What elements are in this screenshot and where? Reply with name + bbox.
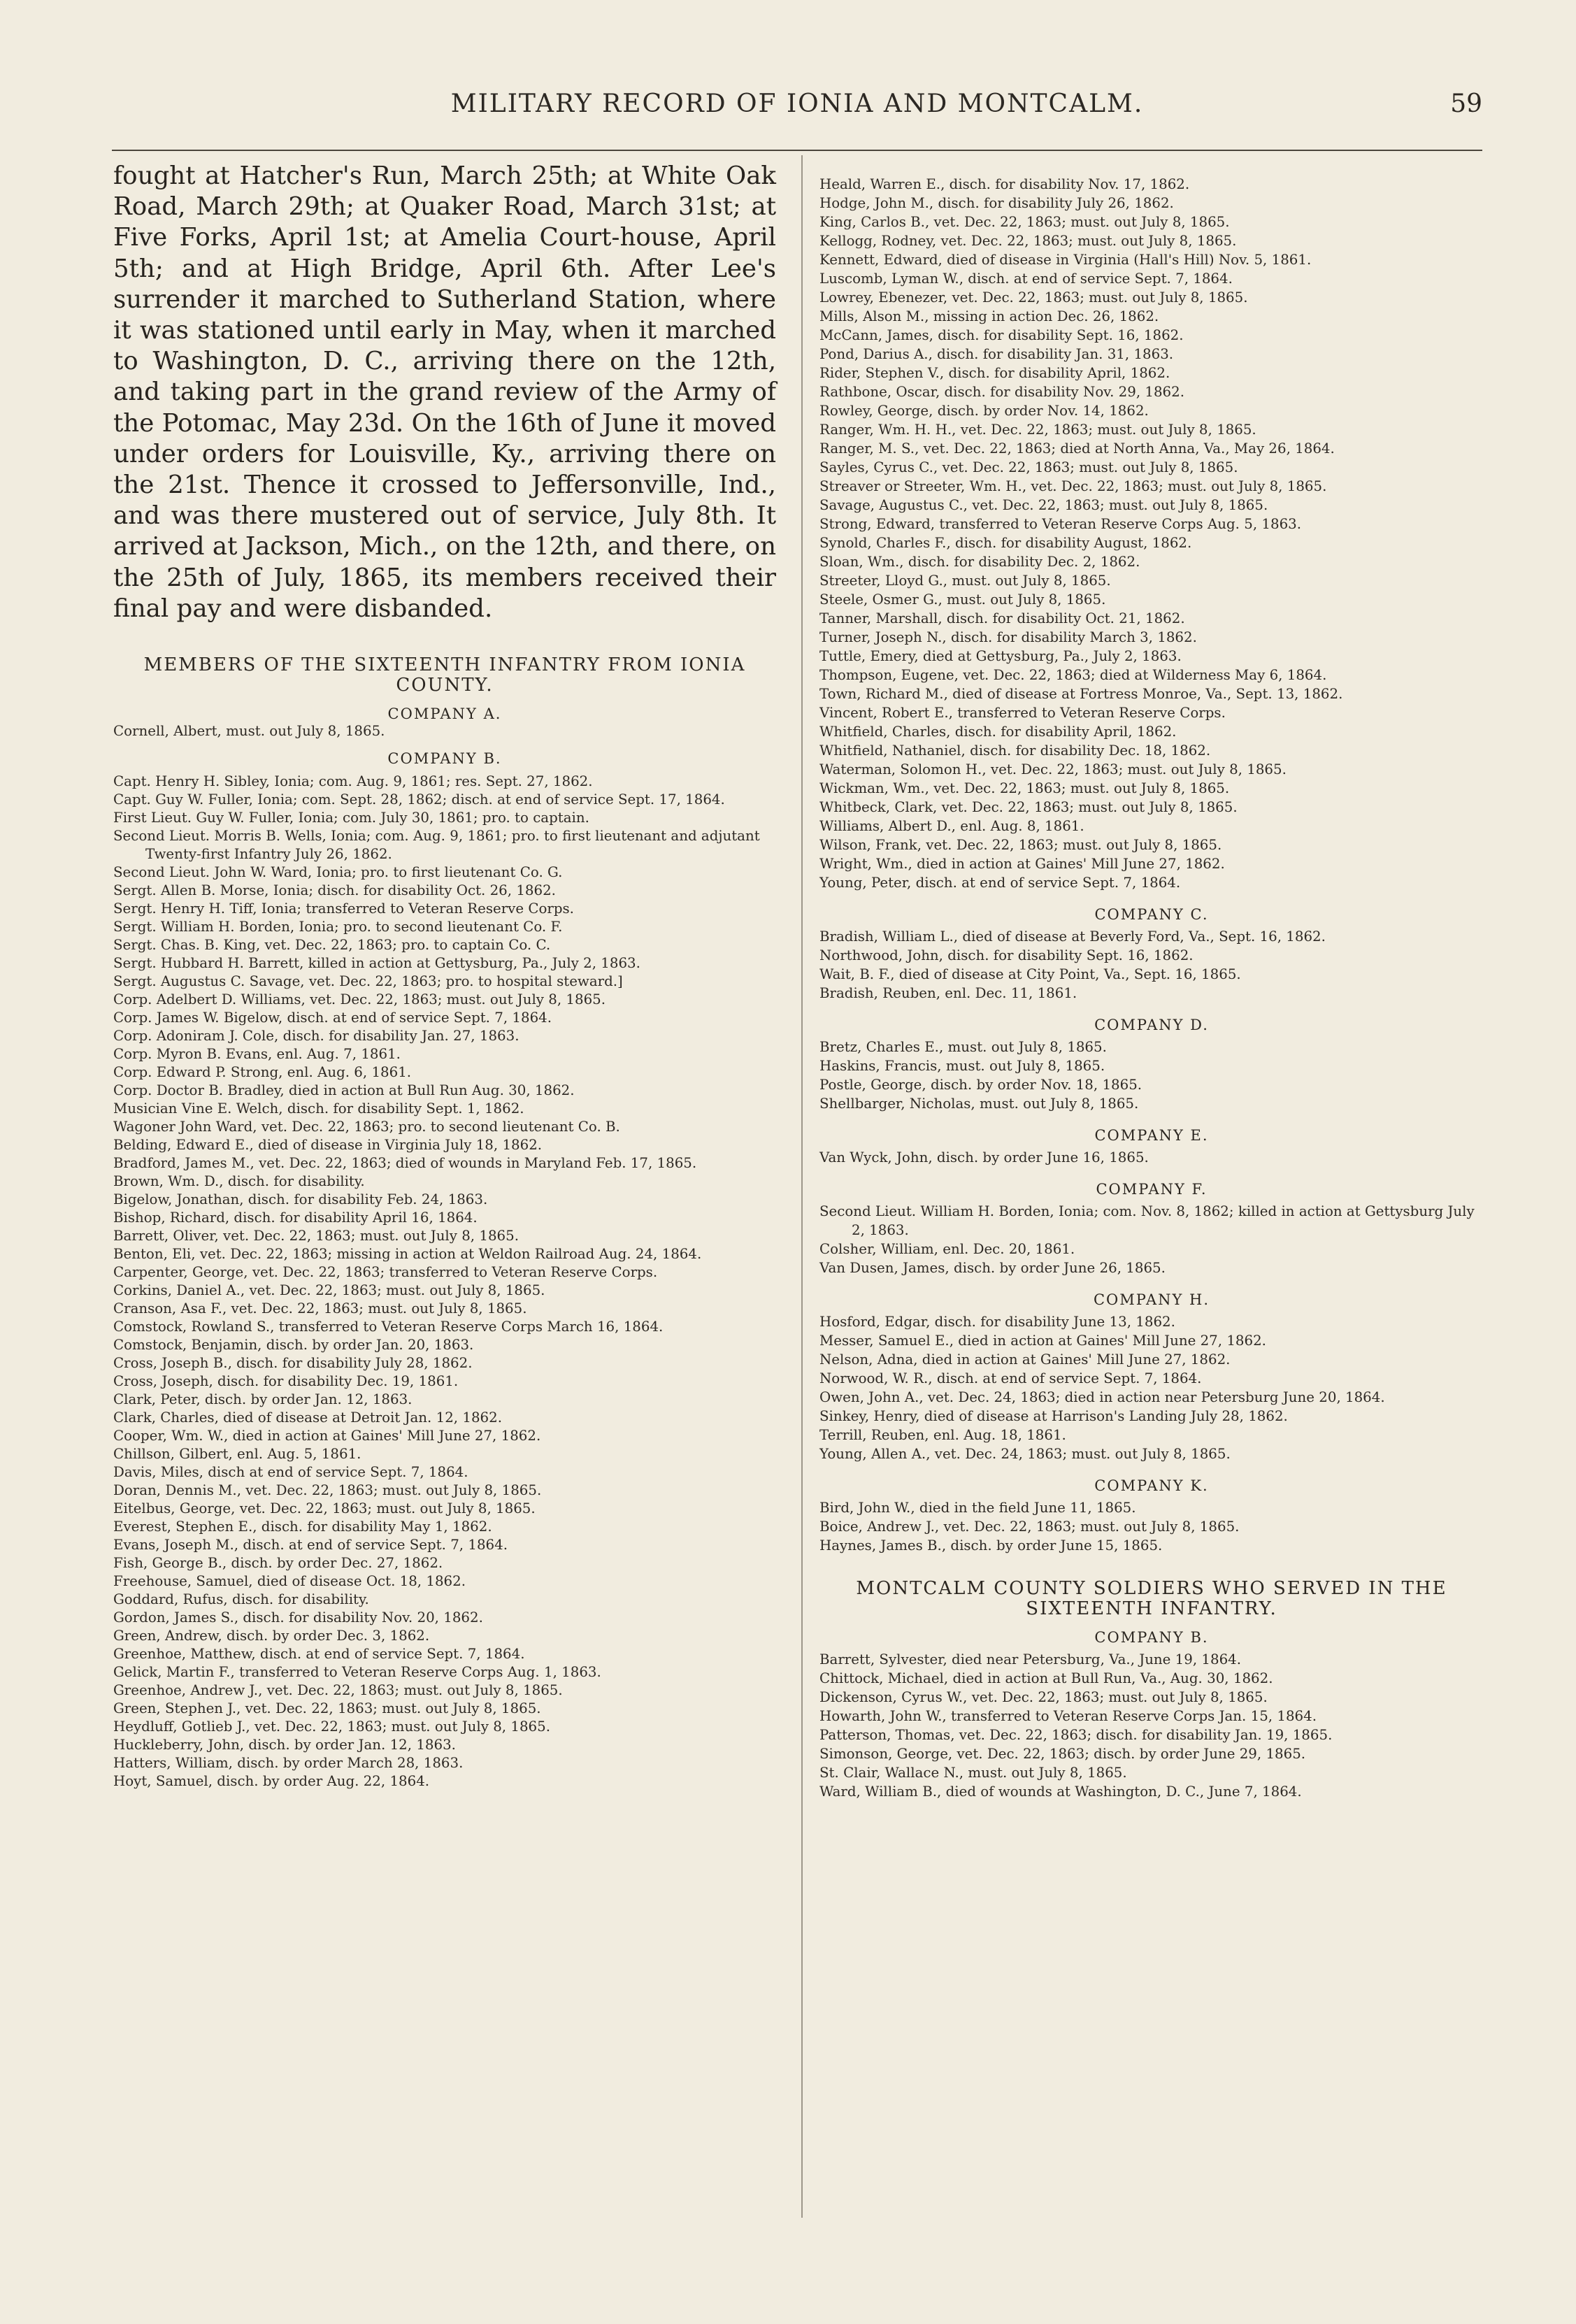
roster-entry: Thompson, Eugene, vet. Dec. 22, 1863; died at Wilderness May 6, 1864. [819, 667, 1327, 683]
roster-entry: Cooper, Wm. W., died in action at Gaines' Mill June 27, 1862. [113, 1428, 541, 1444]
roster-entry: Tanner, Marshall, disch. for disability Oct. 21, 1862. [819, 610, 1185, 626]
roster-entry: Haynes, James B., disch. by order June 15, 1865. [819, 1537, 1163, 1554]
roster-entry: Sergt. Augustus C. Savage, vet. Dec. 22, 1863; pro. to hospital steward.] [113, 973, 623, 990]
right-column [819, 175, 1484, 1801]
roster-entry: Corp. James W. Bigelow, disch. at end of service Sept. 7, 1864. [113, 1010, 552, 1026]
entry-list-company-a [113, 722, 776, 740]
roster-entry: Wright, Wm., died in action at Gaines' Mill June 27, 1862. [819, 856, 1225, 872]
roster-entry: Colsher, William, enl. Dec. 20, 1861. [819, 1241, 1075, 1257]
spacer [113, 767, 776, 773]
section-title-ionia: MEMBERS OF THE SIXTEENTH INFANTRY FROM IONIA COUNTY. [143, 654, 746, 696]
narrative-paragraph: fought at Hatcher's Run, March 25th; at White Oak Road, March 29th; at Quaker Road, March 31st; at Five Forks, April 1st; at Amelia Court-house, April 5th; and at High Bridge, April 6th. After Lee's surrender it marched to Sutherland Station, where it was stationed until early in May, when it marched to Washington, D. C., arriving there on the 12th, and taking part in the grand review of the Army of the Potomac, May 23d. On the 16th of June it moved under orders for Louisville, Ky., arriving there on the 21st. Thence it crossed to Jeffersonville, Ind., and was there mustered out of service, July 8th. It arrived at Jackson, Mich., on the 12th, and there, on the 25th of July, 1865, its members received their final pay and were disbanded. [113, 162, 776, 623]
roster-entry: Gelick, Martin F., transferred to Veteran Reserve Corps Aug. 1, 1863. [113, 1664, 601, 1681]
roster-entry: Barrett, Sylvester, died near Petersburg, Va., June 19, 1864. [819, 1651, 1242, 1667]
roster-entry: Sayles, Cyrus C., vet. Dec. 22, 1863; must. out July 8, 1865. [819, 459, 1238, 475]
roster-entry: Shellbarger, Nicholas, must. out July 8, 1865. [819, 1096, 1139, 1112]
roster-entry: Second Lieut. John W. Ward, Ionia; pro. to first lieutenant Co. G. [113, 864, 563, 881]
roster-entry: Second Lieut. Morris B. Wells, Ionia; com. Aug. 9, 1861; pro. to first lieutenant and adjutant Twenty-first Infantry July 26, 1862. [113, 828, 760, 863]
roster-entry: Bradish, Reuben, enl. Dec. 11, 1861. [819, 985, 1077, 1001]
roster-entry: Carpenter, George, vet. Dec. 22, 1863; transferred to Veteran Reserve Corps. [113, 1264, 658, 1281]
roster-entry: Simonson, George, vet. Dec. 22, 1863; disch. by order June 29, 1865. [819, 1746, 1306, 1762]
roster-entry: Musician Vine E. Welch, disch. for disability Sept. 1, 1862. [113, 1100, 524, 1117]
spacer [819, 1555, 1484, 1579]
roster-entry: Huckleberry, John, disch. by order Jan. 12, 1863. [113, 1737, 456, 1753]
entry-list-company-f [819, 1202, 1484, 1277]
roster-entry: Heald, Warren E., disch. for disability Nov. 17, 1862. [819, 176, 1190, 192]
roster-entry: Barrett, Oliver, vet. Dec. 22, 1863; must. out July 8, 1865. [113, 1228, 520, 1245]
roster-entry: Green, Stephen J., vet. Dec. 22, 1863; must. out July 8, 1865. [113, 1700, 541, 1717]
roster-entry: Strong, Edward, transferred to Veteran Reserve Corps Aug. 5, 1863. [819, 516, 1302, 532]
roster-entry: Corkins, Daniel A., vet. Dec. 22, 1863; must. out July 8, 1865. [113, 1282, 545, 1299]
roster-entry: Goddard, Rufus, disch. for disability. [113, 1591, 369, 1608]
roster-entry: Waterman, Solomon H., vet. Dec. 22, 1863; must. out July 8, 1865. [819, 761, 1287, 777]
roster-entry: Everest, Stephen E., disch. for disability May 1, 1862. [113, 1519, 492, 1535]
roster-entry: Whitbeck, Clark, vet. Dec. 22, 1863; must. out July 8, 1865. [819, 799, 1238, 815]
roster-entry: Wickman, Wm., vet. Dec. 22, 1863; must. out July 8, 1865. [819, 780, 1230, 796]
company-heading-a: COMPANY A. [387, 705, 502, 723]
spacer [819, 1277, 1484, 1291]
roster-entry: Corp. Myron B. Evans, enl. Aug. 7, 1861. [113, 1046, 401, 1063]
company-heading-e: COMPANY E. [1094, 1127, 1209, 1144]
roster-entry: Belding, Edward E., died of disease in Virginia July 18, 1862. [113, 1137, 543, 1154]
roster-entry: Capt. Henry H. Sibley, Ionia; com. Aug. 9, 1861; res. Sept. 27, 1862. [113, 773, 593, 790]
entry-list-company-b-right [819, 175, 1484, 892]
roster-entry: Sergt. Allen B. Morse, Ionia; disch. for disability Oct. 26, 1862. [113, 882, 556, 899]
roster-entry: Van Wyck, John, disch. by order June 16, 1865. [819, 1149, 1149, 1165]
entry-list-montcalm-company-b [819, 1650, 1484, 1801]
roster-entry: Corp. Adoniram J. Cole, disch. for disability Jan. 27, 1863. [113, 1028, 520, 1045]
roster-entry: Kellogg, Rodney, vet. Dec. 22, 1863; must. out July 8, 1865. [819, 233, 1237, 249]
roster-entry: Fish, George B., disch. by order Dec. 27, 1862. [113, 1555, 443, 1572]
roster-entry: McCann, James, disch. for disability Sept. 16, 1862. [819, 327, 1184, 343]
narrative-block [113, 161, 776, 624]
spacer [819, 1003, 1484, 1017]
spacer [113, 696, 776, 705]
roster-entry: Bigelow, Jonathan, disch. for disability Feb. 24, 1863. [113, 1191, 488, 1208]
page-header [112, 89, 1482, 131]
roster-entry: Sloan, Wm., disch. for disability Dec. 2, 1862. [819, 554, 1140, 570]
roster-entry: Clark, Charles, died of disease at Detroit Jan. 12, 1862. [113, 1410, 502, 1426]
roster-entry: Hatters, William, disch. by order March 28, 1863. [113, 1755, 464, 1772]
roster-entry: Sergt. Henry H. Tiff, Ionia; transferred to Veteran Reserve Corps. [113, 901, 574, 917]
spacer [819, 892, 1484, 906]
roster-entry: Rowley, George, disch. by order Nov. 14, 1862. [819, 403, 1149, 419]
spacer [819, 1167, 1484, 1181]
roster-entry: Chillson, Gilbert, enl. Aug. 5, 1861. [113, 1446, 361, 1463]
roster-entry: Howarth, John W., transferred to Veteran Reserve Corps Jan. 15, 1864. [819, 1708, 1317, 1724]
entry-list-company-e [819, 1148, 1484, 1167]
entry-list-company-k [819, 1498, 1484, 1555]
roster-entry: Green, Andrew, disch. by order Dec. 3, 1862. [113, 1628, 430, 1644]
roster-entry: Town, Richard M., died of disease at Fortress Monroe, Va., Sept. 13, 1862. [819, 686, 1343, 702]
roster-entry: Hosford, Edgar, disch. for disability June 13, 1862. [819, 1314, 1175, 1330]
roster-entry: Dickenson, Cyrus W., vet. Dec. 22, 1863; must. out July 8, 1865. [819, 1689, 1268, 1705]
roster-entry: Benton, Eli, vet. Dec. 22, 1863; missing in action at Weldon Railroad Aug. 24, 1864. [113, 1246, 702, 1263]
company-heading-d: COMPANY D. [1094, 1017, 1209, 1033]
roster-entry: King, Carlos B., vet. Dec. 22, 1863; must. out July 8, 1865. [819, 214, 1230, 230]
roster-entry: Ranger, Wm. H. H., vet. Dec. 22, 1863; must. out July 8, 1865. [819, 422, 1256, 438]
roster-entry: Terrill, Reuben, enl. Aug. 18, 1861. [819, 1427, 1066, 1443]
spacer [819, 1619, 1484, 1629]
roster-entry: Comstock, Rowland S., transferred to Veteran Reserve Corps March 16, 1864. [113, 1319, 664, 1335]
roster-entry: First Lieut. Guy W. Fuller, Ionia; com. July 30, 1861; pro. to captain. [113, 810, 589, 826]
roster-entry: Hodge, John M., disch. for disability July 26, 1862. [819, 195, 1174, 211]
left-column [113, 161, 776, 1791]
roster-entry: Corp. Adelbert D. Williams, vet. Dec. 22, 1863; must. out July 8, 1865. [113, 991, 606, 1008]
page-number: 59 [1450, 89, 1482, 118]
entry-list-company-c [819, 927, 1484, 1003]
running-title: MILITARY RECORD OF IONIA AND MONTCALM. [450, 89, 1144, 118]
roster-entry: Rider, Stephen V., disch. for disability April, 1862. [819, 365, 1170, 381]
roster-entry: Streeter, Lloyd G., must. out July 8, 1865. [819, 573, 1111, 589]
roster-entry: Tuttle, Emery, died at Gettysburg, Pa., July 2, 1863. [819, 648, 1182, 664]
roster-entry: Streaver or Streeter, Wm. H., vet. Dec. 22, 1863; must. out July 8, 1865. [819, 478, 1327, 494]
roster-entry: Bishop, Richard, disch. for disability April 16, 1864. [113, 1210, 478, 1226]
roster-entry: Ranger, M. S., vet. Dec. 22, 1863; died at North Anna, Va., May 26, 1864. [819, 440, 1335, 457]
roster-entry: Wilson, Frank, vet. Dec. 22, 1863; must. out July 8, 1865. [819, 837, 1222, 853]
roster-entry: Bretz, Charles E., must. out July 8, 1865. [819, 1039, 1107, 1055]
roster-entry: Kennett, Edward, died of disease in Virginia (Hall's Hill) Nov. 5, 1861. [819, 252, 1312, 268]
roster-entry: Steele, Osmer G., must. out July 8, 1865. [819, 591, 1106, 608]
entry-list-company-b-left [113, 773, 776, 1791]
roster-entry: Greenhoe, Matthew, disch. at end of service Sept. 7, 1864. [113, 1646, 525, 1663]
entry-list-company-h [819, 1312, 1484, 1463]
roster-entry: Brown, Wm. D., disch. for disability. [113, 1173, 365, 1190]
roster-entry: Hoyt, Samuel, disch. by order Aug. 22, 1864. [113, 1773, 430, 1790]
roster-entry: Owen, John A., vet. Dec. 24, 1863; died in action near Petersburg June 20, 1864. [819, 1389, 1385, 1405]
roster-entry: Pond, Darius A., disch. for disability Jan. 31, 1863. [819, 346, 1174, 362]
roster-entry: Cross, Joseph B., disch. for disability July 28, 1862. [113, 1355, 473, 1372]
company-heading-c: COMPANY C. [1094, 906, 1209, 923]
roster-entry: Evans, Joseph M., disch. at end of service Sept. 7, 1864. [113, 1537, 508, 1554]
roster-entry: Turner, Joseph N., disch. for disability March 3, 1862. [819, 629, 1197, 645]
roster-entry: Capt. Guy W. Fuller, Ionia; com. Sept. 28, 1862; disch. at end of service Sept. 17, 1864. [113, 791, 725, 808]
company-heading-k: COMPANY K. [1094, 1477, 1209, 1494]
spacer [113, 624, 776, 655]
roster-entry: Wait, B. F., died of disease at City Point, Va., Sept. 16, 1865. [819, 966, 1241, 982]
roster-entry: Messer, Samuel E., died in action at Gaines' Mill June 27, 1862. [819, 1333, 1266, 1349]
roster-entry: Nelson, Adna, died in action at Gaines' Mill June 27, 1862. [819, 1351, 1231, 1368]
roster-entry: Sinkey, Henry, died of disease at Harrison's Landing July 28, 1862. [819, 1408, 1288, 1424]
roster-entry: Chittock, Michael, died in action at Bull Run, Va., Aug. 30, 1862. [819, 1670, 1273, 1686]
roster-entry: Second Lieut. William H. Borden, Ionia; com. Nov. 8, 1862; killed in action at Gettysburg July 2, 1863. [819, 1203, 1475, 1238]
roster-entry: Young, Peter, disch. at end of service Sept. 7, 1864. [819, 875, 1181, 891]
spacer [819, 1463, 1484, 1477]
roster-entry: Postle, George, disch. by order Nov. 18, 1865. [819, 1077, 1142, 1093]
section-title-montcalm: MONTCALM COUNTY SOLDIERS WHO SERVED IN THE SIXTEENTH INFANTRY. [856, 1578, 1447, 1619]
roster-entry: Heydluff, Gotlieb J., vet. Dec. 22, 1863; must. out July 8, 1865. [113, 1719, 550, 1735]
company-heading-f: COMPANY F. [1096, 1181, 1208, 1198]
roster-entry: Greenhoe, Andrew J., vet. Dec. 22, 1863; must. out July 8, 1865. [113, 1682, 563, 1699]
roster-entry: Cross, Joseph, disch. for disability Dec. 19, 1861. [113, 1373, 459, 1390]
roster-entry: Synold, Charles F., disch. for disability August, 1862. [819, 535, 1192, 551]
roster-entry: Freehouse, Samuel, died of disease Oct. 18, 1862. [113, 1573, 466, 1590]
header-rule [112, 150, 1482, 151]
company-heading-montcalm-b: COMPANY B. [1094, 1629, 1209, 1646]
roster-entry: Rathbone, Oscar, disch. for disability Nov. 29, 1862. [819, 384, 1185, 400]
column-divider [801, 155, 803, 2218]
roster-entry: Davis, Miles, disch at end of service Sept. 7, 1864. [113, 1464, 468, 1481]
roster-entry: Mills, Alson M., missing in action Dec. 26, 1862. [819, 308, 1159, 324]
roster-entry: Sergt. Hubbard H. Barrett, killed in action at Gettysburg, Pa., July 2, 1863. [113, 955, 640, 972]
roster-entry: Whitfield, Nathaniel, disch. for disability Dec. 18, 1862. [819, 743, 1211, 759]
roster-entry: Haskins, Francis, must. out July 8, 1865. [819, 1058, 1105, 1074]
roster-entry: Lowrey, Ebenezer, vet. Dec. 22, 1863; must. out July 8, 1865. [819, 289, 1248, 306]
roster-entry: Bradish, William L., died of disease at Beverly Ford, Va., Sept. 16, 1862. [819, 928, 1326, 945]
roster-entry: Corp. Doctor B. Bradley, died in action at Bull Run Aug. 30, 1862. [113, 1082, 575, 1099]
roster-entry: Eitelbus, George, vet. Dec. 22, 1863; must. out July 8, 1865. [113, 1500, 536, 1517]
roster-entry: Van Dusen, James, disch. by order June 26, 1865. [819, 1260, 1166, 1276]
roster-entry: Whitfield, Charles, disch. for disability April, 1862. [819, 724, 1177, 740]
roster-entry: Clark, Peter, disch. by order Jan. 12, 1863. [113, 1391, 413, 1408]
roster-entry: Norwood, W. R., disch. at end of service Sept. 7, 1864. [819, 1370, 1202, 1386]
roster-entry: Northwood, John, disch. for disability Sept. 16, 1862. [819, 947, 1194, 963]
roster-entry: Boice, Andrew J., vet. Dec. 22, 1863; must. out July 8, 1865. [819, 1519, 1240, 1535]
roster-entry: Bradford, James M., vet. Dec. 22, 1863; died of wounds in Maryland Feb. 17, 1865. [113, 1155, 697, 1172]
roster-entry: St. Clair, Wallace N., must. out July 8, 1865. [819, 1765, 1127, 1781]
roster-entry: Savage, Augustus C., vet. Dec. 22, 1863; must. out July 8, 1865. [819, 497, 1268, 513]
roster-entry: Doran, Dennis M., vet. Dec. 22, 1863; must. out July 8, 1865. [113, 1482, 542, 1499]
roster-entry: Corp. Edward P. Strong, enl. Aug. 6, 1861. [113, 1064, 412, 1081]
roster-entry: Ward, William B., died of wounds at Washington, D. C., June 7, 1864. [819, 1784, 1302, 1800]
roster-entry: Young, Allen A., vet. Dec. 24, 1863; must. out July 8, 1865. [819, 1446, 1231, 1462]
spacer [113, 740, 776, 750]
roster-entry: Cornell, Albert, must. out July 8, 1865. [113, 723, 385, 740]
roster-entry: Williams, Albert D., enl. Aug. 8, 1861. [819, 818, 1084, 834]
company-heading-h: COMPANY H. [1093, 1291, 1210, 1308]
roster-entry: Sergt. William H. Borden, Ionia; pro. to second lieutenant Co. F. [113, 919, 563, 935]
roster-entry: Bird, John W., died in the field June 11, 1865. [819, 1500, 1136, 1516]
roster-entry: Patterson, Thomas, vet. Dec. 22, 1863; disch. for disability Jan. 19, 1865. [819, 1727, 1333, 1743]
spacer [819, 1113, 1484, 1127]
entry-list-company-d [819, 1038, 1484, 1113]
roster-entry: Wagoner John Ward, vet. Dec. 22, 1863; pro. to second lieutenant Co. B. [113, 1119, 620, 1135]
roster-entry: Luscomb, Lyman W., disch. at end of service Sept. 7, 1864. [819, 271, 1233, 287]
roster-entry: Gordon, James S., disch. for disability Nov. 20, 1862. [113, 1609, 483, 1626]
roster-entry: Vincent, Robert E., transferred to Veteran Reserve Corps. [819, 705, 1226, 721]
roster-entry: Cranson, Asa F., vet. Dec. 22, 1863; must. out July 8, 1865. [113, 1300, 527, 1317]
roster-entry: Comstock, Benjamin, disch. by order Jan. 20, 1863. [113, 1337, 474, 1354]
company-heading-b: COMPANY B. [387, 750, 502, 768]
roster-entry: Sergt. Chas. B. King, vet. Dec. 22, 1863; pro. to captain Co. C. [113, 937, 551, 954]
